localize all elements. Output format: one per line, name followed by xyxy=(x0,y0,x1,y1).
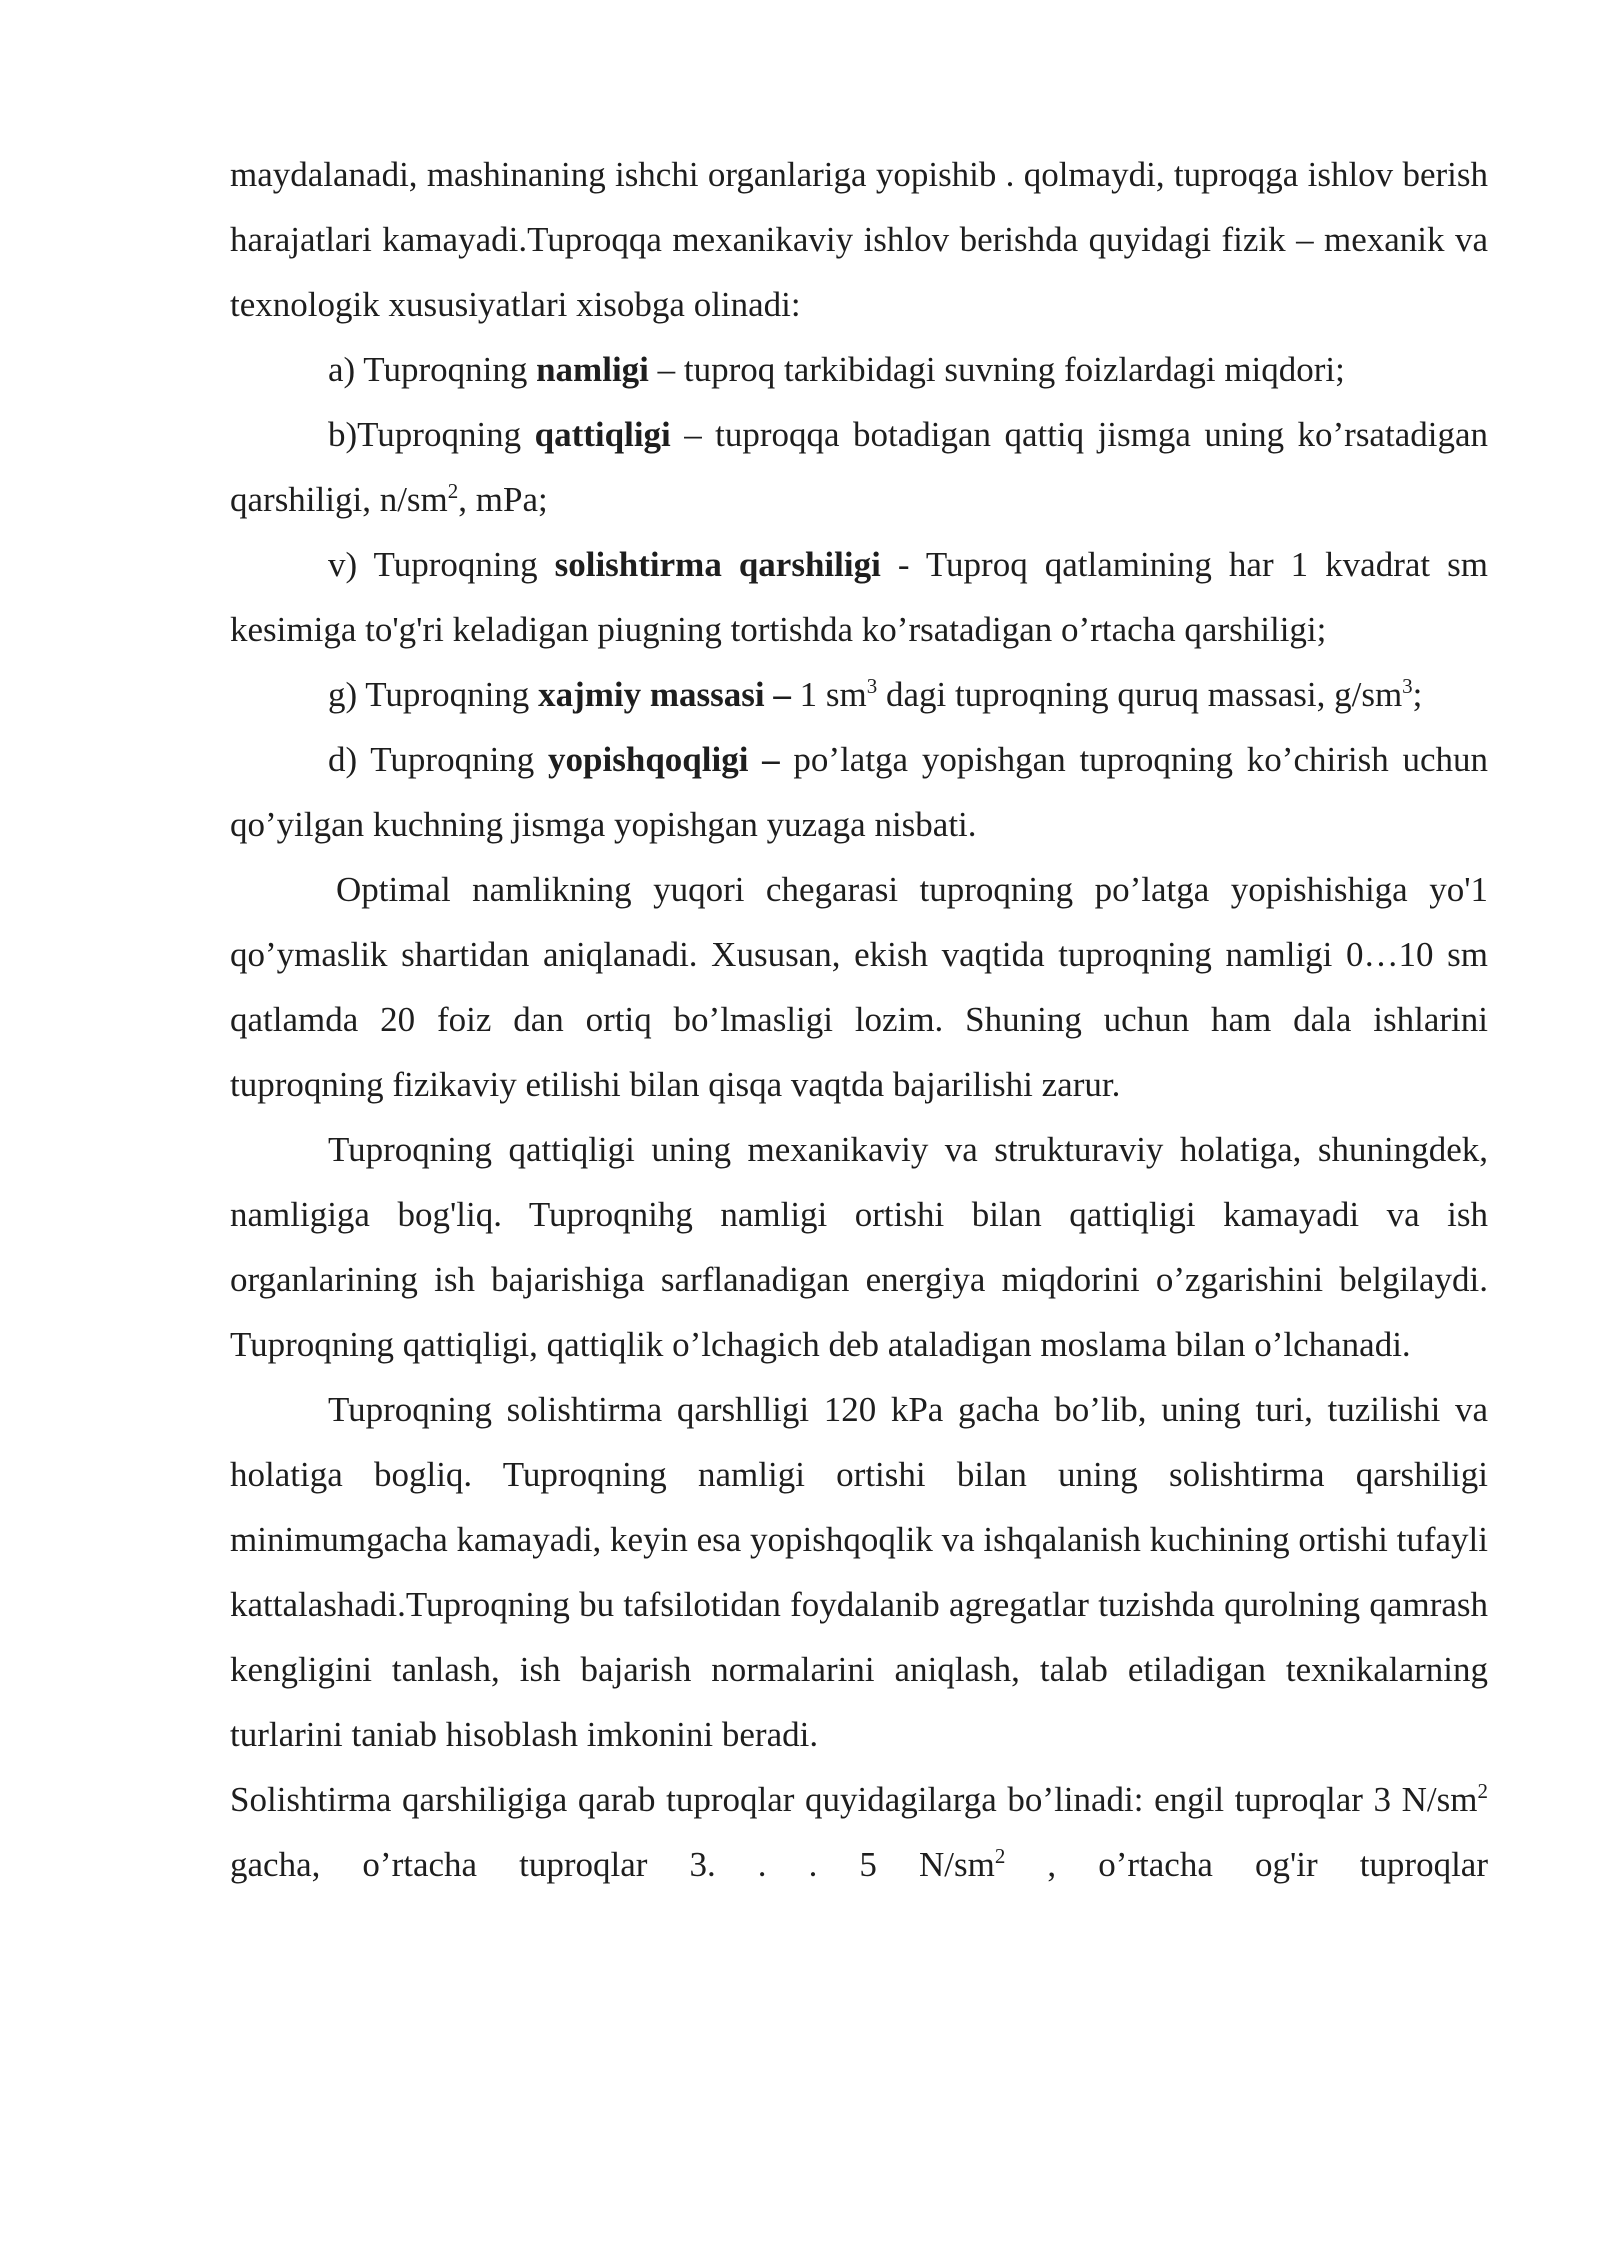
term-qattiqligi: qattiqligi xyxy=(534,415,671,454)
definition-body: – tuproq tarkibidagi suvning foizlardagi miqdori; xyxy=(648,350,1345,389)
superscript: 2 xyxy=(994,1844,1006,1868)
term-namligi: namligi xyxy=(536,350,649,389)
definition-bulk-density xyxy=(230,662,1488,727)
superscript: 2 xyxy=(1477,1779,1488,1803)
definition-specific-resistance xyxy=(230,532,1488,662)
definition-stickiness xyxy=(230,727,1488,857)
paragraph-hardness: Tuproqning qattiqligi uning mexanikaviy va strukturaviy holatiga, shuningdek, namligiga bog'liq. Tuproqnihg namligi ortishi bilan qattiqligi kamayadi va ish organlarining ish bajarishiga sarflanadigan energiya miqdorini o’zgarishini belgilaydi. Tuproqning qattiqligi, qattiqlik o’lchagich deb ataladigan moslama bilan o’lchanadi. xyxy=(230,1130,1488,1364)
superscript: 2 xyxy=(447,479,459,503)
definition-tail: , mPa; xyxy=(458,480,548,519)
definition-body: – tuproqqa botadigan qattiq jismga uning ko’rsatadigan qarshiligi, n/sm xyxy=(230,415,1488,519)
paragraph-body-cont: gacha, o’rtacha tuproqlar 3. . . 5 N/sm xyxy=(230,1845,995,1884)
definition-prefix: a) Tuproqning xyxy=(328,350,537,389)
definition-body: - Tuproq qatlamining har 1 kvadrat sm kesimiga to'g'ri keladigan piugning tortishda ko’rsatadigan o’rtacha qarshiligi; xyxy=(230,545,1488,649)
definition-body: po’latga yopishgan tuproqning ko’chirish uchun qo’yilgan kuchning jismga yopishgan yuzaga nisbati. xyxy=(230,740,1488,844)
definition-tail: ; xyxy=(1412,675,1423,714)
term-yopishqoqligi: yopishqoqligi – xyxy=(548,740,780,779)
definition-prefix: d) Tuproqning xyxy=(328,740,549,779)
definition-body-cont: dagi tuproqning quruq massasi, g/sm xyxy=(877,675,1403,714)
paragraph-body: Solishtirma qarshiligiga qarab tuproqlar quyidagilarga bo’linadi: engil tuproqlar 3 N/sm xyxy=(230,1780,1478,1819)
superscript: 3 xyxy=(1402,674,1413,698)
term-xajmiy-massasi: xajmiy massasi – xyxy=(538,675,791,714)
superscript: 3 xyxy=(866,674,878,698)
paragraph-specific-resistance: Tuproqning solishtirma qarshlligi 120 kPa gacha bo’lib, uning turi, tuzilishi va holatiga bogliq. Tuproqning namligi ortishi bilan uning solishtirma qarshiligi minimumgacha kamayadi, keyin esa yopishqoqlik va ishqalanish kuchining ortishi tufayli kattalashadi.Tuproqning bu tafsilotidan foydalanib agregatlar tuzishda qurolning qamrash kengligini tanlash, ish bajarish normalarini aniqlash, talab etiladigan texnikalarning turlarini taniab hisoblash imkonini beradi. xyxy=(230,1390,1488,1754)
paragraph-soil-classes xyxy=(230,1767,1488,1897)
definition-prefix: v) Tuproqning xyxy=(328,545,555,584)
definition-prefix: b)Tuproqning xyxy=(328,415,535,454)
paragraph-optimal-moisture: Optimal namlikning yuqori chegarasi tuproqning po’latga yopishishiga yo'1 qo’ymaslik shartidan aniqlanadi. Xususan, ekish vaqtida tuproqning namligi 0…10 sm qatlamda 20 foiz dan ortiq bo’lmasligi lozim. Shuning uchun ham dala ishlarini tuproqning fizikaviy etilishi bilan qisqa vaqtda bajarilishi zarur. xyxy=(230,870,1488,1104)
definition-hardness xyxy=(230,402,1488,532)
definition-moisture xyxy=(230,337,1488,402)
document-page xyxy=(230,142,1488,1897)
term-solishtirma-qarshiligi: solishtirma qarshiligi xyxy=(554,545,881,584)
definition-body: 1 sm xyxy=(790,675,867,714)
paragraph-intro: maydalanadi, mashinaning ishchi organlariga yopishib . qolmaydi, tuproqga ishlov berish harajatlari kamayadi.Tuproqqa mexanikaviy ishlov berishda quyidagi fizik – mexanik va texnologik xususiyatlari xisobga olinadi: xyxy=(230,155,1488,324)
paragraph-tail: , o’rtacha og'ir tuproqlar xyxy=(1005,1845,1488,1884)
definition-prefix: g) Tuproqning xyxy=(328,675,539,714)
